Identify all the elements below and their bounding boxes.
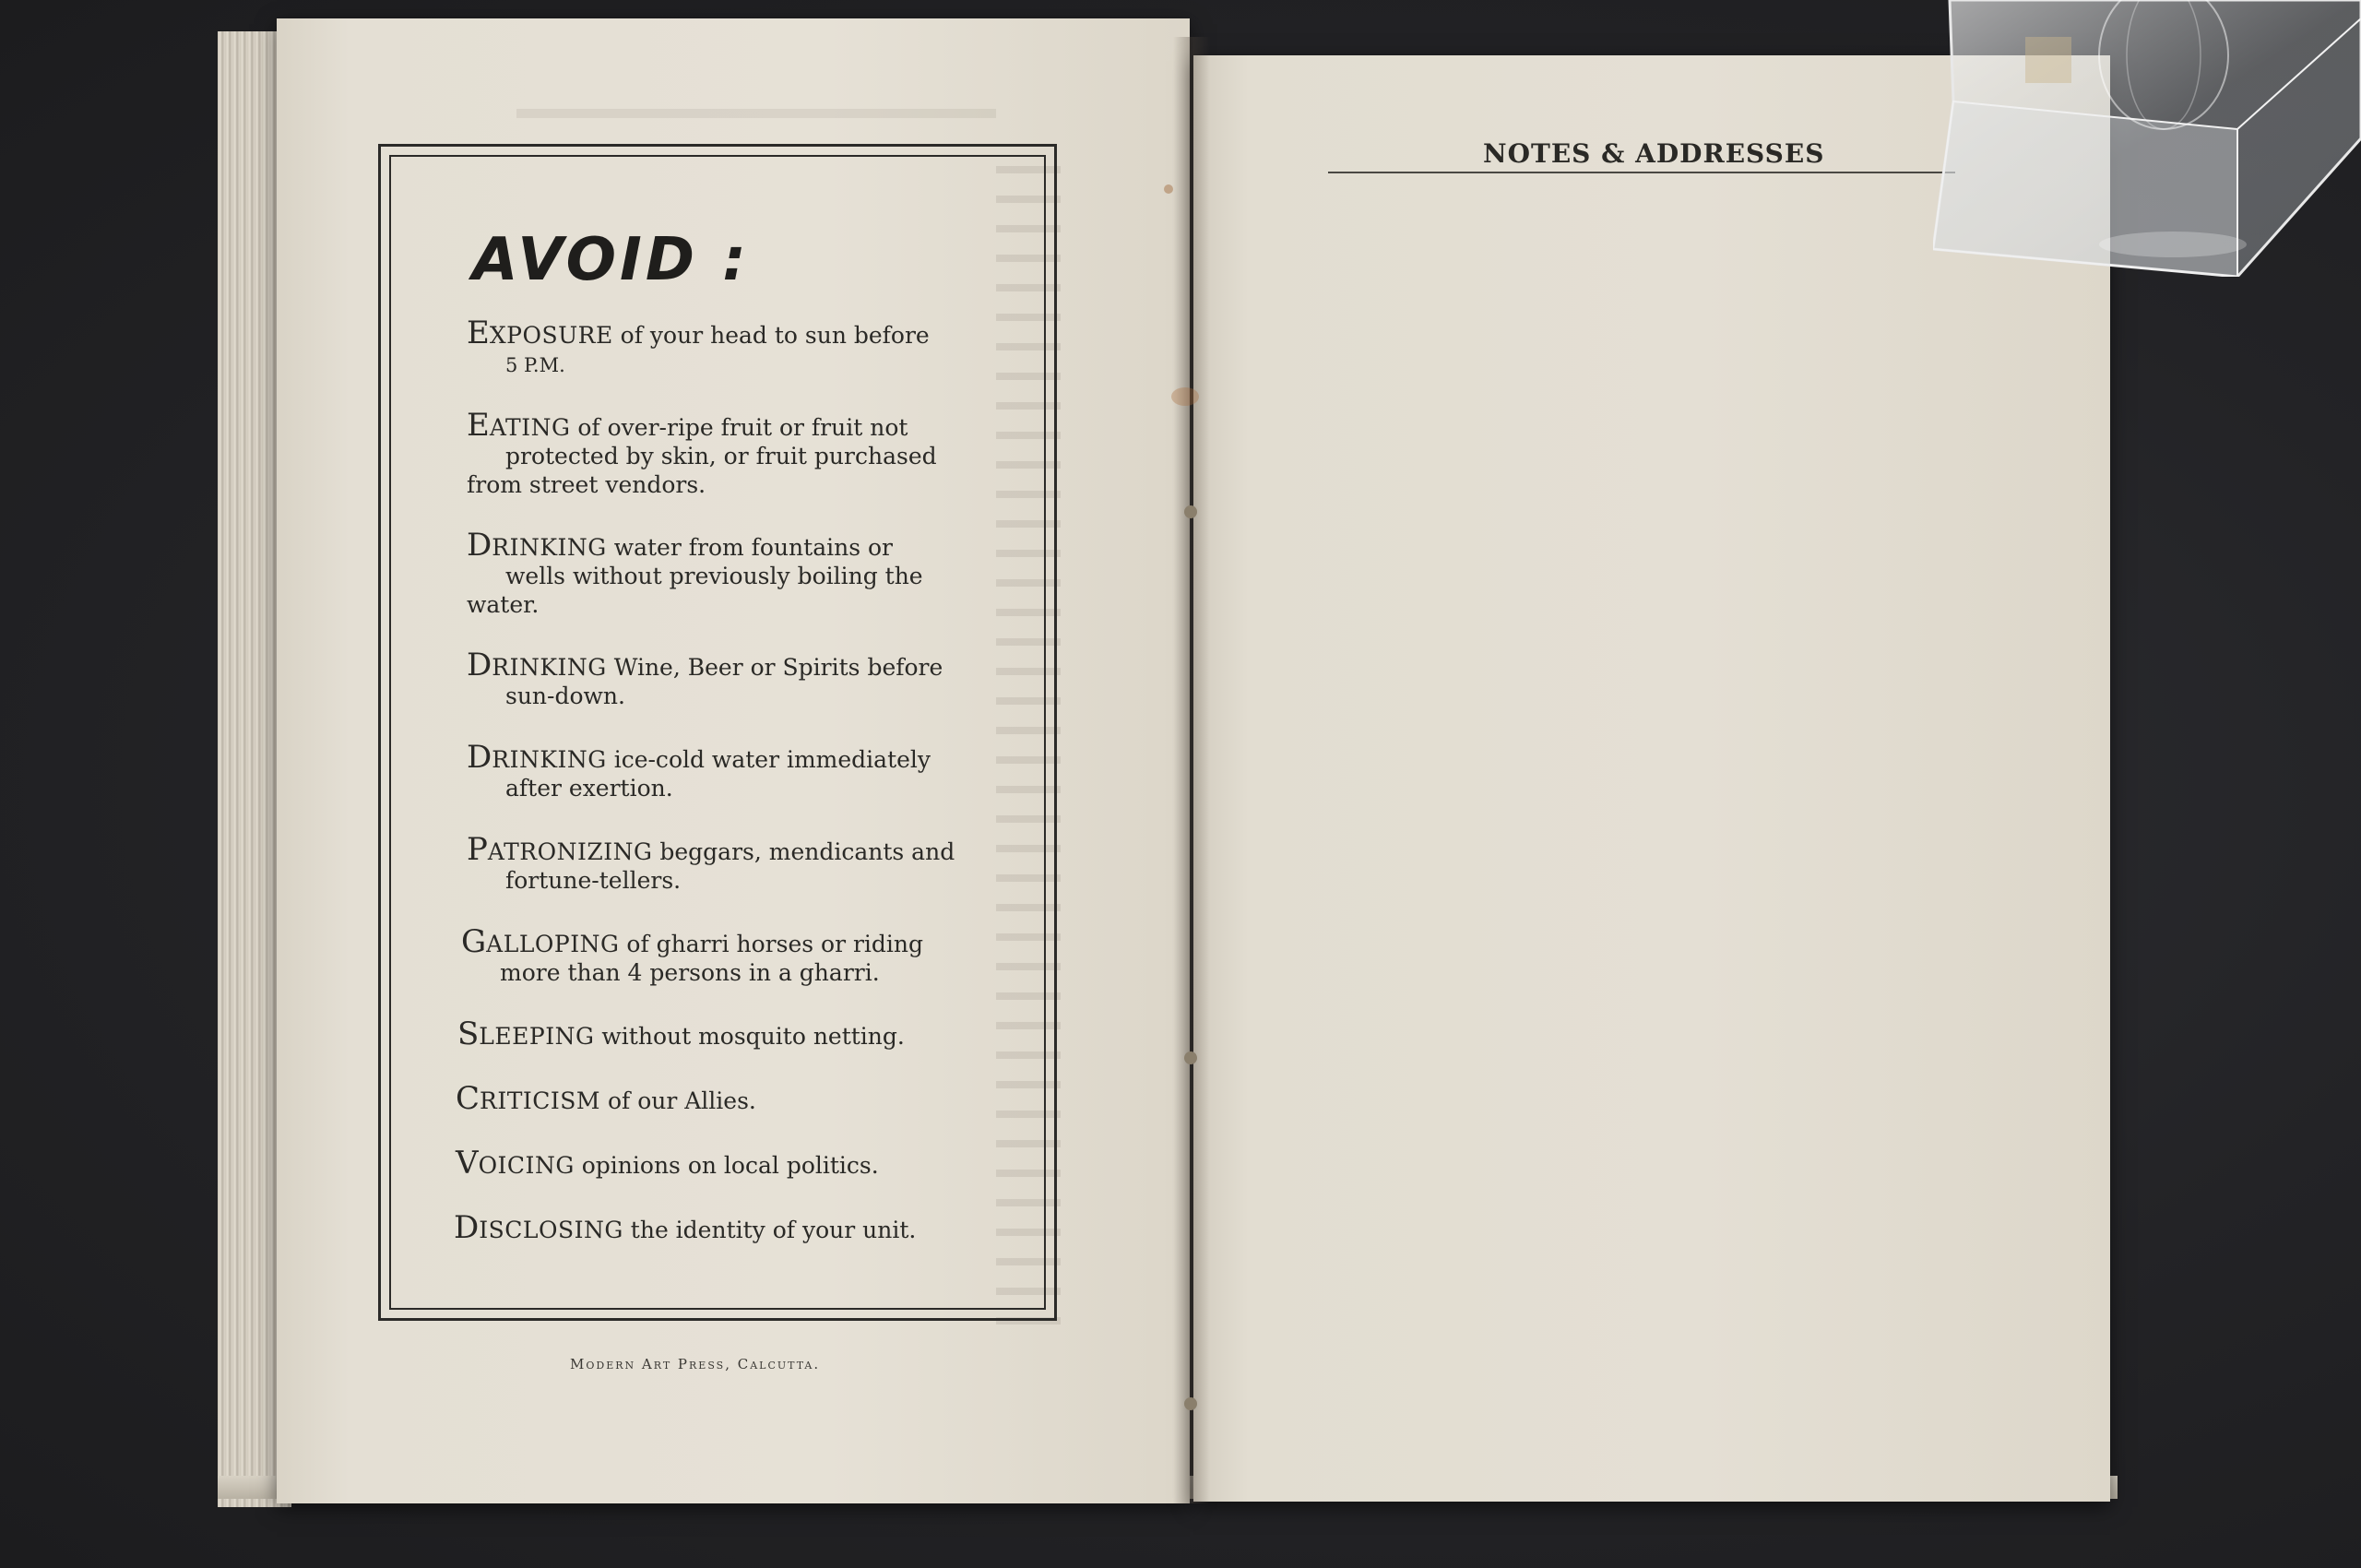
entry-text: without mosquito netting. — [594, 1023, 905, 1050]
entry-text: after exertion. — [505, 775, 673, 802]
book-gutter — [1173, 37, 1210, 1503]
entry-lead: ATING — [489, 414, 571, 441]
entry-text: of gharri horses or riding — [619, 931, 924, 957]
avoid-entry — [456, 1145, 981, 1182]
entry-text: beggars, mendicants and — [652, 838, 955, 865]
drop-cap: D — [467, 647, 492, 683]
entry-text: 5 P.M. — [505, 354, 565, 376]
avoid-entry — [456, 1080, 981, 1117]
drop-cap: G — [461, 923, 487, 960]
entry-text: the identity of your unit. — [623, 1217, 917, 1243]
entry-text: of your head to sun before — [612, 322, 930, 349]
entry-text: from street vendors. — [467, 471, 706, 498]
printer-footer: Modern Art Press, Calcutta. — [570, 1356, 821, 1372]
entry-lead: ALLOPING — [486, 931, 620, 957]
staple — [1184, 1397, 1197, 1410]
entry-text: water from fountains or — [606, 534, 893, 561]
entry-lead: RINKING — [492, 534, 607, 561]
avoid-entry — [457, 1016, 983, 1052]
entry-lead: ISCLOSING — [479, 1217, 623, 1243]
notes-heading: NOTES & ADDRESSES — [1483, 138, 1825, 169]
bleed-through-text — [516, 96, 996, 133]
entry-text: Wine, Beer or Spirits before — [606, 654, 943, 681]
avoid-entry — [467, 739, 992, 802]
avoid-title: AVOID : — [472, 226, 750, 294]
entry-lead: RINKING — [492, 654, 607, 681]
heading-rule — [1328, 172, 1955, 173]
entry-lead: RINKING — [492, 746, 607, 773]
entry-text: of over-ripe fruit or fruit not — [570, 414, 908, 441]
entry-lead: ATRONIZING — [487, 838, 653, 865]
entry-text: ice-cold water immediately — [606, 746, 931, 773]
entry-text: more than 4 persons in a gharri. — [500, 959, 880, 986]
entry-text: protected by skin, or fruit purchased — [505, 443, 937, 469]
acrylic-paperweight — [1933, 0, 2361, 277]
staple — [1184, 505, 1197, 518]
drop-cap: D — [467, 739, 492, 776]
avoid-entry — [467, 315, 992, 380]
entry-text: sun-down. — [505, 683, 625, 709]
entry-text: opinions on local politics. — [574, 1152, 879, 1179]
drop-cap: D — [467, 527, 492, 564]
drop-cap: S — [457, 1016, 480, 1052]
avoid-entry — [454, 1209, 979, 1246]
entry-text: wells without previously boiling the — [505, 563, 923, 589]
entry-lead: XPOSURE — [489, 322, 613, 349]
avoid-entry — [467, 407, 992, 499]
entry-lead: RITICISM — [480, 1087, 600, 1114]
rust-stain — [1171, 387, 1199, 406]
entry-text: of our Allies. — [600, 1087, 756, 1114]
rust-stain — [1164, 184, 1173, 194]
avoid-entry — [467, 647, 992, 710]
avoid-entry — [467, 831, 992, 895]
entry-lead: OICING — [478, 1152, 575, 1179]
drop-cap: D — [454, 1209, 480, 1246]
drop-cap: C — [456, 1080, 481, 1117]
entry-text: fortune-tellers. — [505, 867, 682, 894]
avoid-entry — [461, 923, 987, 987]
avoid-entry — [467, 527, 992, 619]
entry-lead: LEEPING — [479, 1023, 595, 1050]
drop-cap: E — [467, 407, 490, 444]
entry-text: water. — [467, 591, 540, 618]
drop-cap: P — [467, 831, 488, 868]
staple — [1184, 1051, 1197, 1064]
drop-cap: E — [467, 315, 490, 351]
drop-cap: V — [456, 1145, 479, 1182]
